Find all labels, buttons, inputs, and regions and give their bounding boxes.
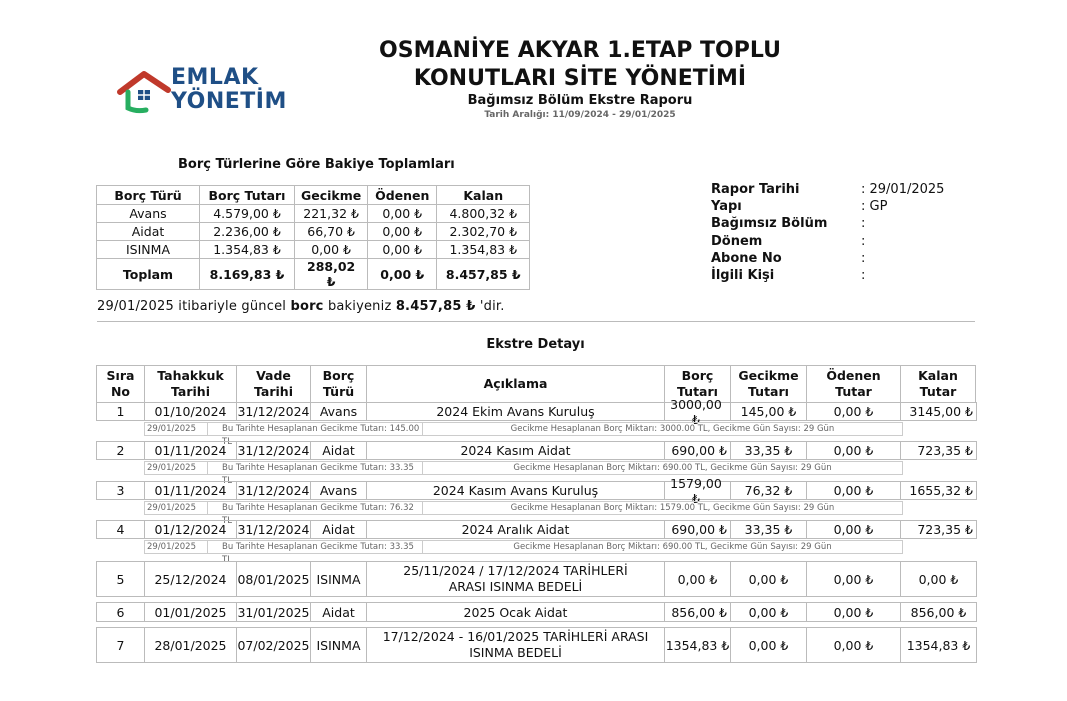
- detail-col-header: Açıklama: [367, 366, 665, 403]
- cell-gecikme: 33,35 ₺: [731, 442, 807, 459]
- cell-tur: Aidat: [311, 603, 367, 621]
- summary-total-cell: 8.457,85 ₺: [437, 259, 530, 290]
- info-value: : GP: [861, 199, 888, 215]
- detail-row: [96, 396, 977, 427]
- cell-gecikme: 33,35 ₺: [731, 521, 807, 538]
- sub-gecikme: Bu Tarihte Hesaplanan Gecikme Tutarı: 33.35 TL: [208, 461, 423, 475]
- summary-row: [97, 241, 530, 259]
- detail-row-block: [96, 475, 977, 526]
- summary-row: [97, 223, 530, 241]
- cell-odenen: 0,00 ₺: [807, 562, 901, 596]
- detail-row: [96, 602, 977, 622]
- detail-col-header: Kalan Tutar: [901, 366, 976, 403]
- balance-prefix: 29/01/2025 itibariyle güncel: [97, 299, 287, 314]
- cell-tur: Aidat: [311, 442, 367, 459]
- sub-date: 29/01/2025: [144, 540, 208, 554]
- cell-no: 1: [97, 403, 145, 420]
- cell-no: 3: [97, 482, 145, 499]
- detail-row: [96, 627, 977, 663]
- summary-cell: Avans: [97, 205, 200, 223]
- cell-vade: 07/02/2025: [237, 628, 311, 662]
- detail-row: [96, 561, 977, 597]
- detail-header-row: [97, 366, 976, 403]
- cell-kalan: 3145,00 ₺: [909, 404, 973, 419]
- detail-subrow: [96, 460, 977, 486]
- info-row: [711, 198, 971, 215]
- cell-tahakkuk: 01/10/2024: [145, 403, 237, 420]
- info-label: Abone No: [711, 250, 782, 266]
- sub-date: 29/01/2025: [144, 422, 208, 436]
- emlak-yonetim-logo: [116, 65, 287, 116]
- detail-header: [96, 365, 976, 403]
- cell-aciklama: 2024 Kasım Aidat: [367, 442, 665, 459]
- summary-table: [96, 185, 530, 290]
- cell-no: 2: [97, 442, 145, 459]
- sub-borc: Gecikme Hesaplanan Borç Miktarı: 1579.00 TL, Gecikme Gün Sayısı: 29 Gün: [423, 501, 903, 515]
- cell-kalan: 723,35 ₺: [917, 443, 973, 458]
- detail-subrow: [96, 421, 977, 447]
- cell-kalan: 0,00 ₺: [918, 571, 959, 587]
- cell-tur: ISINMA: [311, 628, 367, 662]
- detail-col-header: Borç Türü: [311, 366, 367, 403]
- summary-header-row: [97, 186, 530, 205]
- cell-aciklama: 25/11/2024 / 17/12/2024 TARİHLERİ ARASI ISINMA BEDELİ: [367, 562, 665, 596]
- cell-no: 6: [97, 603, 145, 621]
- info-value: :: [861, 216, 866, 232]
- info-value: : 29/01/2025: [861, 182, 945, 197]
- cell-odenen: 0,00 ₺: [807, 521, 901, 538]
- info-value: :: [861, 233, 866, 249]
- logo-line2: YÖNETİM: [171, 89, 287, 114]
- cell-borc: 690,00 ₺: [665, 521, 731, 538]
- cell-vade: 08/01/2025: [237, 562, 311, 596]
- cell-aciklama: 2024 Kasım Avans Kuruluş: [367, 482, 665, 499]
- cell-vade: 31/12/2024: [237, 443, 310, 458]
- cell-vade: 31/12/2024: [237, 522, 310, 537]
- info-value: :: [861, 268, 866, 284]
- detail-col-header: Tahakkuk Tarihi: [145, 366, 237, 403]
- detail-subrow: [96, 539, 977, 565]
- summary-total-cell: 0,00 ₺: [368, 259, 437, 290]
- cell-vade: 31/01/2025: [237, 604, 310, 620]
- cell-tahakkuk: 01/01/2025: [145, 603, 237, 621]
- info-row: [711, 181, 971, 198]
- summary-cell: 0,00 ₺: [368, 241, 437, 259]
- cell-no: 4: [97, 521, 145, 538]
- sub-borc: Gecikme Hesaplanan Borç Miktarı: 3000.00 TL, Gecikme Gün Sayısı: 29 Gün: [423, 422, 903, 436]
- info-label: Bağımsız Bölüm: [711, 216, 828, 232]
- date-range: Tarih Aralığı: 11/09/2024 - 29/01/2025: [484, 110, 676, 120]
- cell-aciklama: 2024 Ekim Avans Kuruluş: [367, 403, 665, 420]
- cell-aciklama: 17/12/2024 - 16/01/2025 TARİHLERİ ARASI ISINMA BEDELİ: [367, 628, 665, 662]
- balance-middle: bakiyeniz: [327, 299, 392, 314]
- cell-tur: Avans: [311, 482, 367, 499]
- detail-row: [96, 475, 977, 506]
- summary-cell: 4.579,00 ₺: [200, 205, 295, 223]
- balance-suffix: 'dir.: [479, 299, 505, 314]
- sub-date: 29/01/2025: [144, 461, 208, 475]
- cell-tahakkuk: 01/12/2024: [145, 521, 237, 538]
- cell-tahakkuk: 01/11/2024: [145, 482, 237, 499]
- detail-col-header: Ödenen Tutar: [807, 366, 901, 403]
- cell-borc: 0,00 ₺: [665, 562, 731, 596]
- cell-aciklama: 2024 Aralık Aidat: [367, 521, 665, 538]
- cell-aciklama: 2025 Ocak Aidat: [367, 603, 665, 621]
- cell-borc: 3000,00 ₺: [665, 403, 731, 420]
- cell-vade: 31/12/2024: [237, 483, 310, 498]
- info-row: [711, 215, 971, 232]
- detail-col-header: Vade Tarihi: [237, 366, 311, 403]
- detail-subrow: [96, 500, 977, 526]
- detail-row-block: [96, 396, 977, 447]
- cell-tahakkuk: 28/01/2025: [145, 628, 237, 662]
- summary-cell: 0,00 ₺: [368, 205, 437, 223]
- report-subtitle: Bağımsız Bölüm Ekstre Raporu: [467, 93, 693, 108]
- sub-gecikme: Bu Tarihte Hesaplanan Gecikme Tutarı: 76.32 TL: [208, 501, 423, 515]
- header-title-line1: OSMANİYE AKYAR 1.ETAP TOPLU: [379, 38, 781, 63]
- summary-cell: 2.302,70 ₺: [437, 223, 530, 241]
- cell-borc: 1579,00 ₺: [665, 482, 731, 499]
- cell-tahakkuk: 25/12/2024: [145, 562, 237, 596]
- summary-title: Borç Türlerine Göre Bakiye Toplamları: [178, 157, 455, 172]
- summary-cell: 221,32 ₺: [295, 205, 368, 223]
- cell-odenen: 0,00 ₺: [807, 603, 901, 621]
- summary-col-header: Borç Türü: [97, 186, 200, 205]
- cell-odenen: 0,00 ₺: [807, 403, 901, 420]
- summary-cell: 66,70 ₺: [295, 223, 368, 241]
- detail-col-header: Sıra No: [97, 366, 145, 403]
- info-row: [711, 267, 971, 284]
- divider: [97, 321, 975, 322]
- summary-total-cell: 288,02 ₺: [295, 259, 368, 290]
- info-label: Rapor Tarihi: [711, 182, 800, 197]
- cell-kalan: 1655,32 ₺: [909, 483, 973, 498]
- report-header: [300, 37, 860, 121]
- summary-cell: 0,00 ₺: [368, 223, 437, 241]
- cell-gecikme: 145,00 ₺: [731, 403, 807, 420]
- detail-row-block: [96, 520, 977, 565]
- summary-col-header: Borç Tutarı: [200, 186, 295, 205]
- balance-word: borc: [290, 299, 324, 314]
- cell-kalan: 723,35 ₺: [917, 522, 973, 537]
- cell-tur: Aidat: [311, 521, 367, 538]
- sub-borc: Gecikme Hesaplanan Borç Miktarı: 690.00 TL, Gecikme Gün Sayısı: 29 Gün: [423, 461, 903, 475]
- cell-no: 5: [97, 562, 145, 596]
- cell-gecikme: 0,00 ₺: [731, 603, 807, 621]
- cell-tur: ISINMA: [311, 562, 367, 596]
- cell-gecikme: 0,00 ₺: [731, 562, 807, 596]
- cell-borc: 1354,83 ₺: [665, 628, 731, 662]
- cell-odenen: 0,00 ₺: [807, 482, 901, 499]
- summary-col-header: Gecikme: [295, 186, 368, 205]
- detail-row: [96, 520, 977, 539]
- sub-gecikme: Bu Tarihte Hesaplanan Gecikme Tutarı: 145.00 TL: [208, 422, 423, 436]
- cell-tur: Avans: [311, 403, 367, 420]
- cell-odenen: 0,00 ₺: [807, 442, 901, 459]
- cell-gecikme: 0,00 ₺: [731, 628, 807, 662]
- info-label: Yapı: [711, 199, 742, 215]
- detail-row: [96, 441, 977, 460]
- info-label: Dönem: [711, 233, 763, 249]
- cell-tahakkuk: 01/11/2024: [145, 442, 237, 459]
- sub-gecikme: Bu Tarihte Hesaplanan Gecikme Tutarı: 33.35 TL: [208, 540, 423, 554]
- summary-total-cell: Toplam: [97, 259, 200, 290]
- cell-kalan: 1354,83 ₺: [906, 637, 971, 653]
- cell-kalan: 856,00 ₺: [910, 604, 967, 620]
- detail-row-block: [96, 441, 977, 486]
- cell-vade: 31/12/2024: [237, 404, 310, 419]
- info-value: :: [861, 250, 866, 266]
- detail-title: Ekstre Detayı: [486, 337, 585, 352]
- sub-date: 29/01/2025: [144, 501, 208, 515]
- summary-total-cell: 8.169,83 ₺: [200, 259, 295, 290]
- summary-total-row: [97, 259, 530, 290]
- detail-row-block: [96, 561, 977, 597]
- summary-cell: 0,00 ₺: [295, 241, 368, 259]
- info-row: [711, 250, 971, 267]
- detail-col-header: Gecikme Tutarı: [731, 366, 807, 403]
- summary-cell: 2.236,00 ₺: [200, 223, 295, 241]
- summary-cell: 4.800,32 ₺: [437, 205, 530, 223]
- summary-col-header: Kalan: [437, 186, 530, 205]
- header-title-line2: KONUTLARI SİTE YÖNETİMİ: [413, 66, 747, 91]
- sub-borc: Gecikme Hesaplanan Borç Miktarı: 690.00 TL, Gecikme Gün Sayısı: 29 Gün: [423, 540, 903, 554]
- summary-cell: 1.354,83 ₺: [200, 241, 295, 259]
- balance-statement: [97, 299, 505, 314]
- cell-gecikme: 76,32 ₺: [731, 482, 807, 499]
- logo-line1: EMLAK: [171, 65, 259, 90]
- info-label: İlgili Kişi: [711, 268, 775, 284]
- house-logo-icon: [116, 68, 172, 118]
- summary-row: [97, 205, 530, 223]
- cell-borc: 856,00 ₺: [665, 603, 731, 621]
- cell-borc: 690,00 ₺: [665, 442, 731, 459]
- detail-row-block: [96, 627, 977, 663]
- summary-cell: Aidat: [97, 223, 200, 241]
- cell-no: 7: [97, 628, 145, 662]
- cell-odenen: 0,00 ₺: [807, 628, 901, 662]
- report-info: [711, 181, 971, 284]
- info-row: [711, 233, 971, 250]
- detail-row-block: [96, 602, 977, 622]
- balance-amount: 8.457,85 ₺: [395, 299, 476, 314]
- summary-cell: 1.354,83 ₺: [437, 241, 530, 259]
- summary-cell: ISINMA: [97, 241, 200, 259]
- detail-col-header: Borç Tutarı: [665, 366, 731, 403]
- summary-col-header: Ödenen: [368, 186, 437, 205]
